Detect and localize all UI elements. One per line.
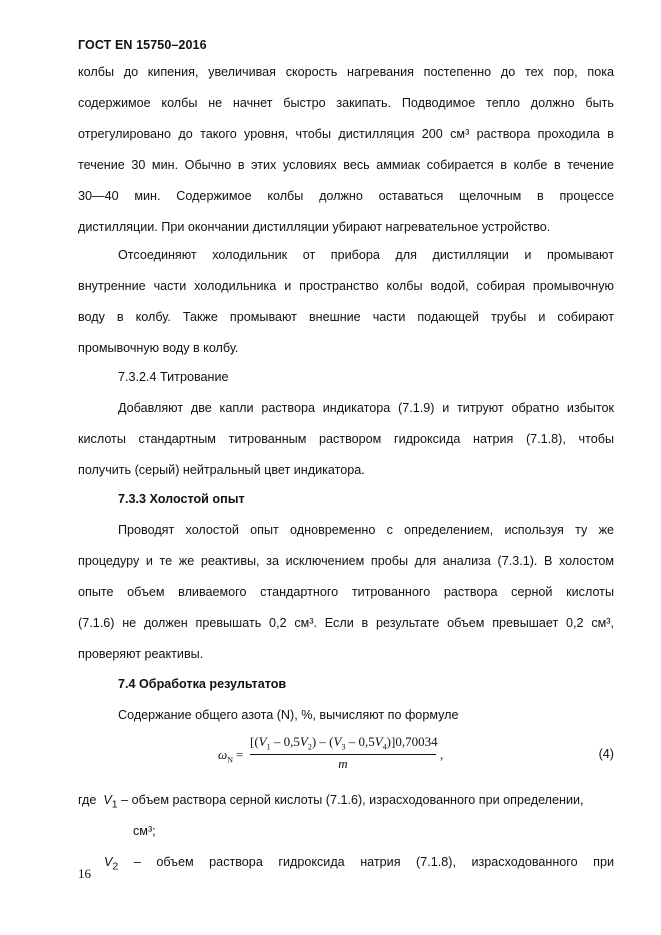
text-line: получить (серый) нейтральный цвет индикатора. <box>78 463 365 477</box>
text-line: процедуру и те же реактивы, за исключением пробы для анализа (7.3.1). В холостом <box>78 554 614 568</box>
formula-denominator: m <box>338 755 348 771</box>
text-line: (7.1.6) не должен превышать 0,2 см³. Если в результате объем превышает 0,2 см³, <box>78 616 614 630</box>
text-line: промывочную воду в колбу. <box>78 341 239 355</box>
text-line: содержимое колбы не начнет быстро закипать. Подводимое тепло должно быть <box>78 96 614 110</box>
formula-comma: , <box>440 747 444 762</box>
variable-definitions <box>78 785 614 847</box>
text-line: Отсоединяют холодильник от прибора для дистилляции и промывают <box>118 248 614 262</box>
text-line: течение 30 мин. Обычно в этих условиях весь аммиак собирается в колбе в течение <box>78 158 614 172</box>
section-title-titration: 7.3.2.4 Титрование <box>118 370 229 384</box>
formula-fraction <box>250 734 436 772</box>
paragraph-titration <box>78 393 614 486</box>
text-line: опыте объем вливаемого стандартного титрованного раствора серной кислоты <box>78 585 614 599</box>
formula-lhs: $\omega_N$ <box>218 747 233 765</box>
standard-code-header: ГОСТ EN 15750–2016 <box>78 38 207 52</box>
text-line: внутренние части холодильника и пространство колбы водой, собирая промывочную <box>78 279 614 293</box>
text-line: Проводят холостой опыт одновременно с определением, используя ту же <box>118 523 614 537</box>
text-line: кислоты стандартным титрованным раствором гидроксида натрия (7.1.8), чтобы <box>78 432 614 446</box>
text-line: воду в колбу. Также промывают внешние части подающей трубы и собирают <box>78 310 614 324</box>
paragraph-disconnect-condenser <box>78 240 614 364</box>
formula-number: (4) <box>598 747 614 761</box>
text-line: Содержание общего азота (N), %, вычисляют по формуле <box>118 708 459 722</box>
formula-equals: = <box>236 747 244 762</box>
definition-v2: $V_2$ – объем раствора гидроксида натрия (7.1.8), израсходованного при <box>104 855 614 873</box>
section-title-blank-test: 7.3.3 Холостой опыт <box>118 492 245 506</box>
text-line: проверяют реактивы. <box>78 647 204 661</box>
section-title-results: 7.4 Обработка результатов <box>118 677 287 691</box>
page-number: 16 <box>78 866 91 881</box>
text-line: колбы до кипения, увеличивая скорость нагревания постепенно до тех пор, пока <box>78 65 614 79</box>
nitrogen-formula <box>218 734 614 778</box>
definition-v1-unit: см³; <box>133 824 156 838</box>
formula-numerator: $[(V_1 - 0,5V_2) - (V_3 - 0,5V_4)]0,70034$ <box>250 734 436 755</box>
text-line: отрегулировано до такого уровня, чтобы дистилляция 200 см³ раствора проходила в <box>78 127 614 141</box>
paragraph-distillation-heating <box>78 57 614 243</box>
paragraph-formula-intro <box>78 700 614 731</box>
text-line: Добавляют две капли раствора индикатора (7.1.9) и титруют обратно избыток <box>118 401 614 415</box>
text-line: 30—40 мин. Содержимое колбы должно оставаться щелочным в процессе <box>78 189 614 203</box>
definition-v1: где $V_1$ – объем раствора серной кислоты (7.1.6), израсходованного при определении, <box>78 793 584 811</box>
text-line: дистилляции. При окончании дистилляции убирают нагревательное устройство. <box>78 220 551 234</box>
paragraph-blank-test <box>78 515 614 670</box>
